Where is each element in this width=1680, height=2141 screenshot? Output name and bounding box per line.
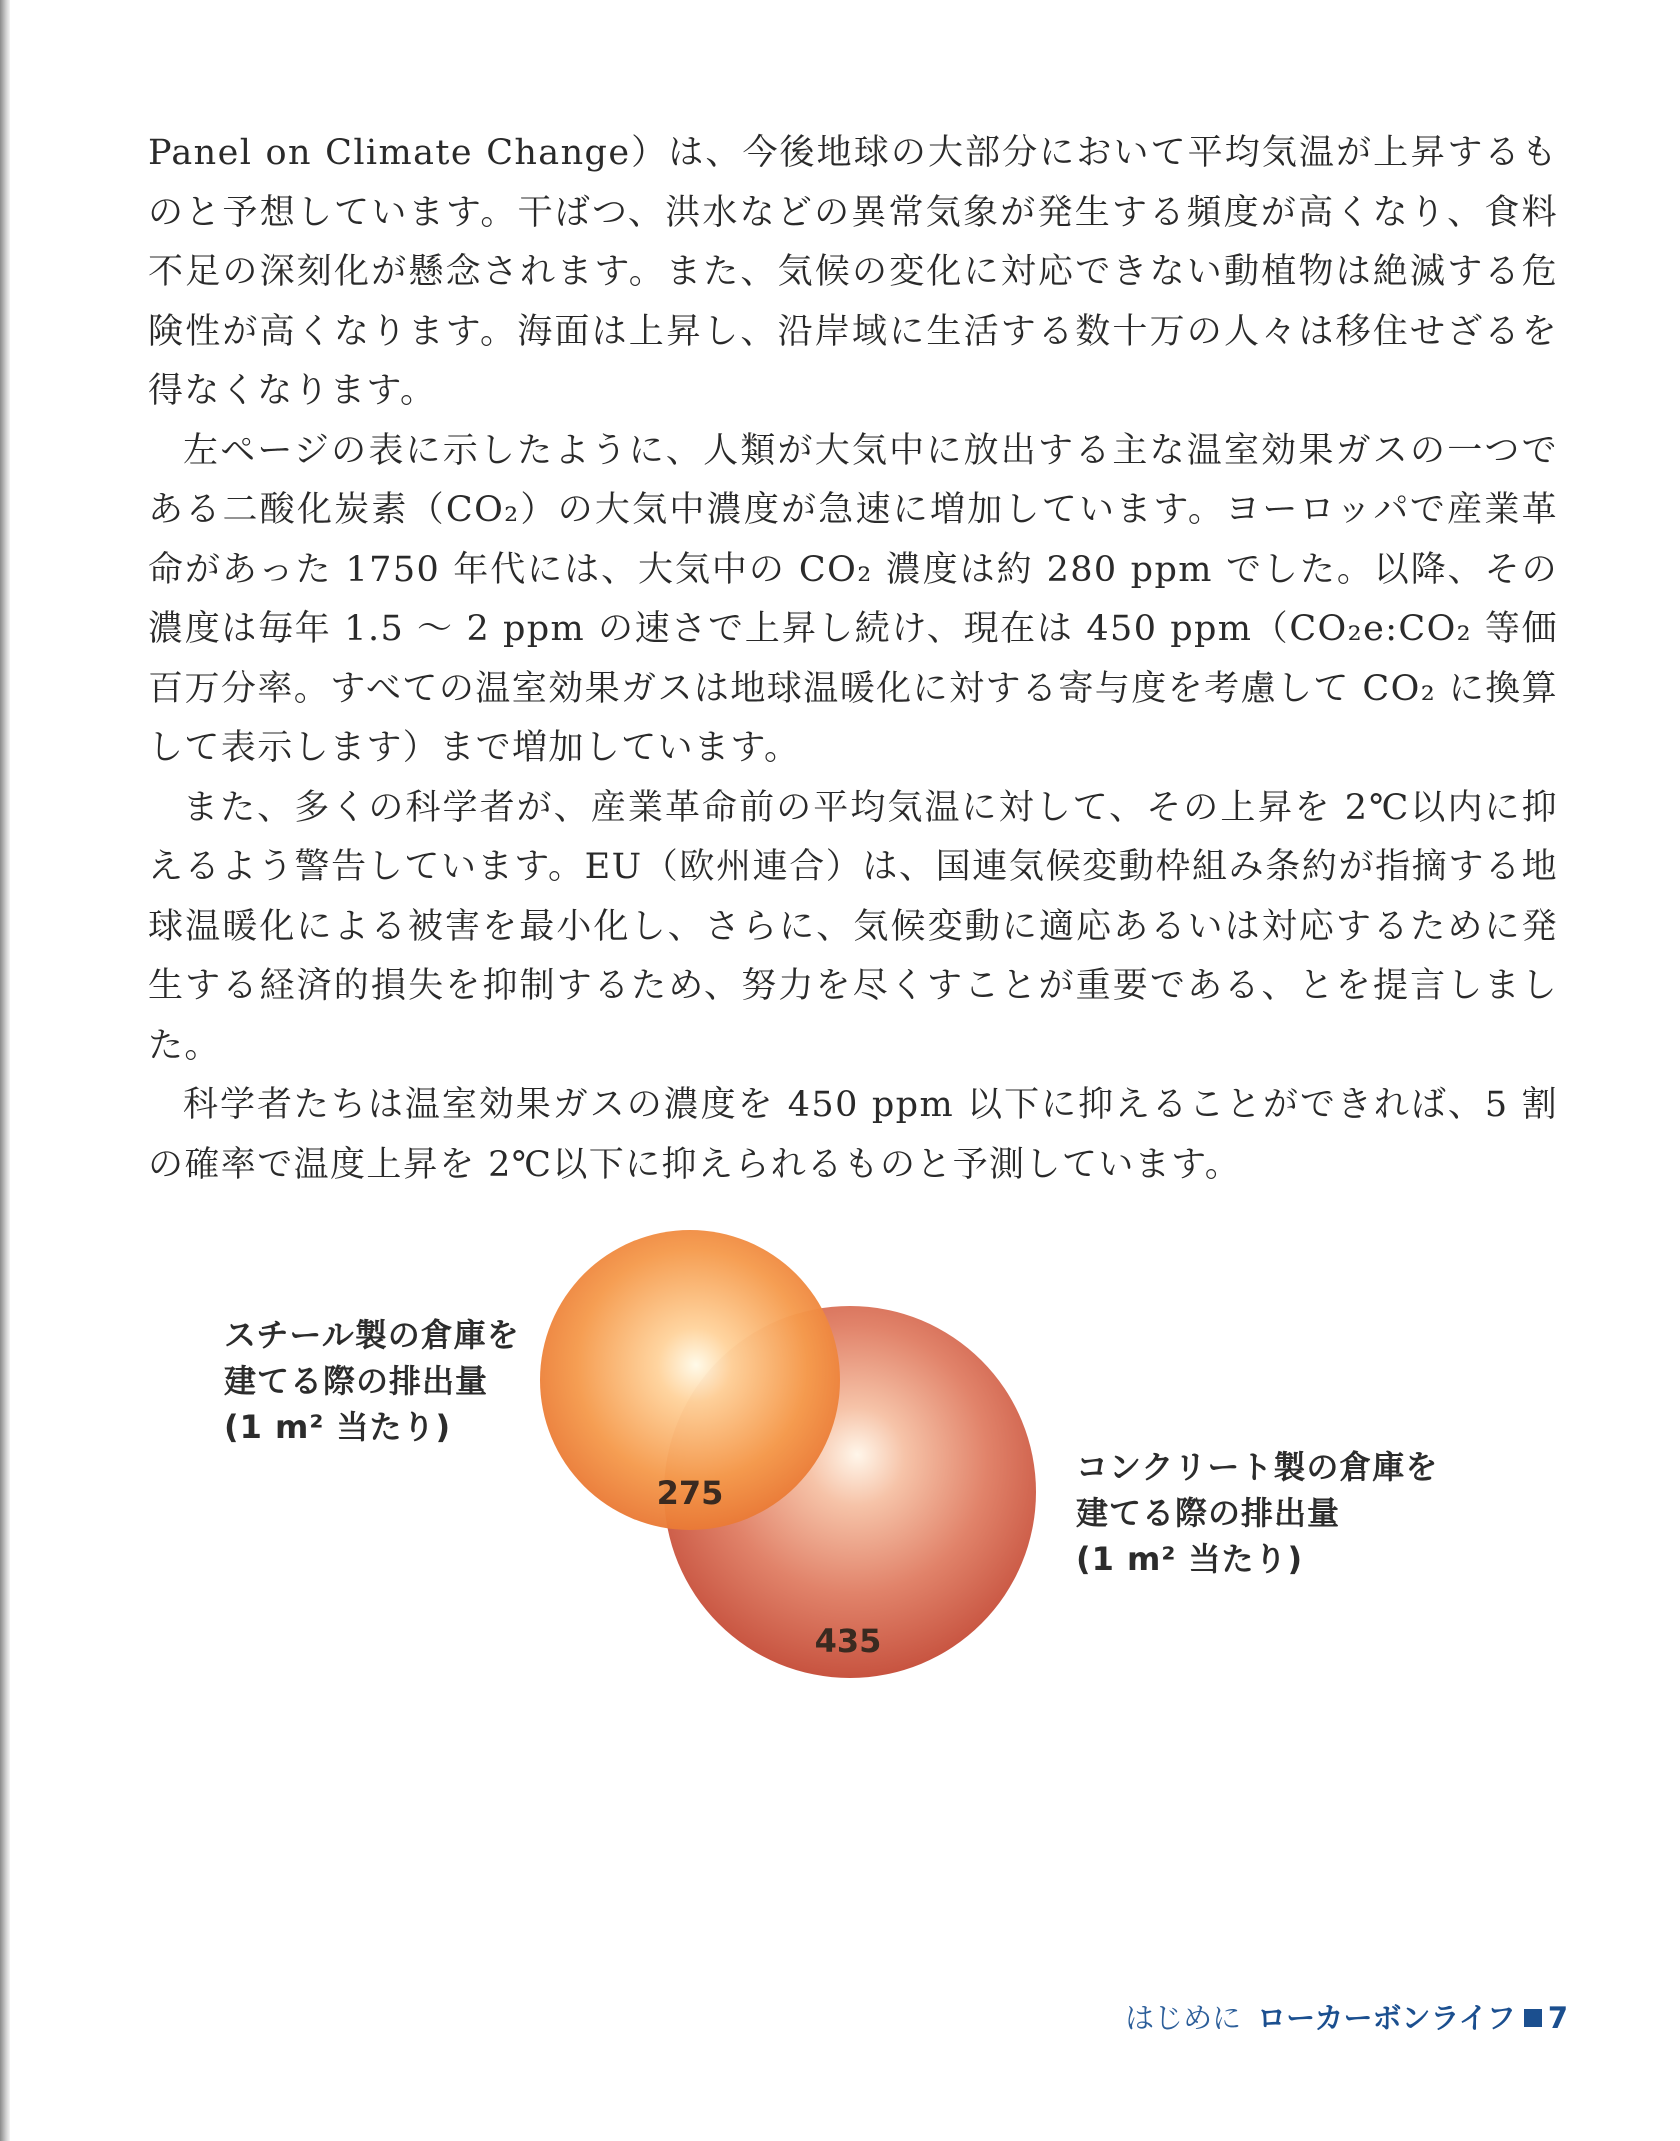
paragraph-3: また、多くの科学者が、産業革命前の平均気温に対して、その上昇を 2℃以内に抑えるよう警告しています。EU（欧州連合）は、国連気候変動枠組み条約が指摘する地球温暖化による被害を最小化し、さらに、気候変動に適応あるいは対応するために発生する経済的損失を抑制するため、努力を尽くすことが重要である、とを提言しました。 xyxy=(148,787,1558,1066)
page-binding-edge xyxy=(0,0,10,2141)
paragraph-4: 科学者たちは温室効果ガスの濃度を 450 ppm 以下に抑えることができれば、5 割の確率で温度上昇を 2℃以下に抑えられるものと予測しています。 xyxy=(148,1085,1558,1185)
steel-value: 275 xyxy=(656,1474,724,1512)
footer-title: ローカーボンライフ xyxy=(1257,2001,1516,2035)
emissions-figure xyxy=(0,1200,1680,1700)
concrete-label-line: コンクリート製の倉庫を xyxy=(1076,1448,1439,1486)
steel-label-line: 建てる際の排出量 xyxy=(224,1362,489,1400)
concrete-value: 435 xyxy=(814,1622,882,1660)
body-text xyxy=(148,124,1558,1195)
concrete-label xyxy=(1076,1444,1438,1582)
page-footer xyxy=(1125,1996,1568,2037)
square-marker-icon xyxy=(1524,2009,1542,2027)
page-number: 7 xyxy=(1547,2001,1568,2035)
steel-label xyxy=(224,1312,520,1450)
paragraph-2: 左ページの表に示したように、人類が大気中に放出する主な温室効果ガスの一つである二酸化炭素（CO₂）の大気中濃度が急速に増加しています。ヨーロッパで産業革命があった 1750 年代には、大気中の CO₂ 濃度は約 280 ppm でした。以降、その濃度は毎年 1.5 ～ 2 ppm の速さで上昇し続け、現在は 450 ppm（CO₂e:CO₂ 等価百万分率。すべての温室効果ガスは地球温暖化に対する寄与度を考慮して CO₂ に換算して表示します）まで増加しています。 xyxy=(148,430,1558,768)
steel-label-line: スチール製の倉庫を xyxy=(224,1316,520,1354)
concrete-label-line: (1 m² 当たり) xyxy=(1076,1540,1304,1578)
concrete-label-line: 建てる際の排出量 xyxy=(1076,1494,1341,1532)
paragraph-1: Panel on Climate Change）は、今後地球の大部分において平均気温が上昇するものと予想しています。干ばつ、洪水などの異常気象が発生する頻度が高くなり、食料不足の深刻化が懸念されます。また、気候の変化に対応できない動植物は絶滅する危険性が高くなります。海面は上昇し、沿岸域に生活する数十万の人々は移住せざるを得なくなります。 xyxy=(148,133,1558,411)
footer-section: はじめに xyxy=(1125,2001,1242,2035)
steel-label-line: (1 m² 当たり) xyxy=(224,1408,452,1446)
